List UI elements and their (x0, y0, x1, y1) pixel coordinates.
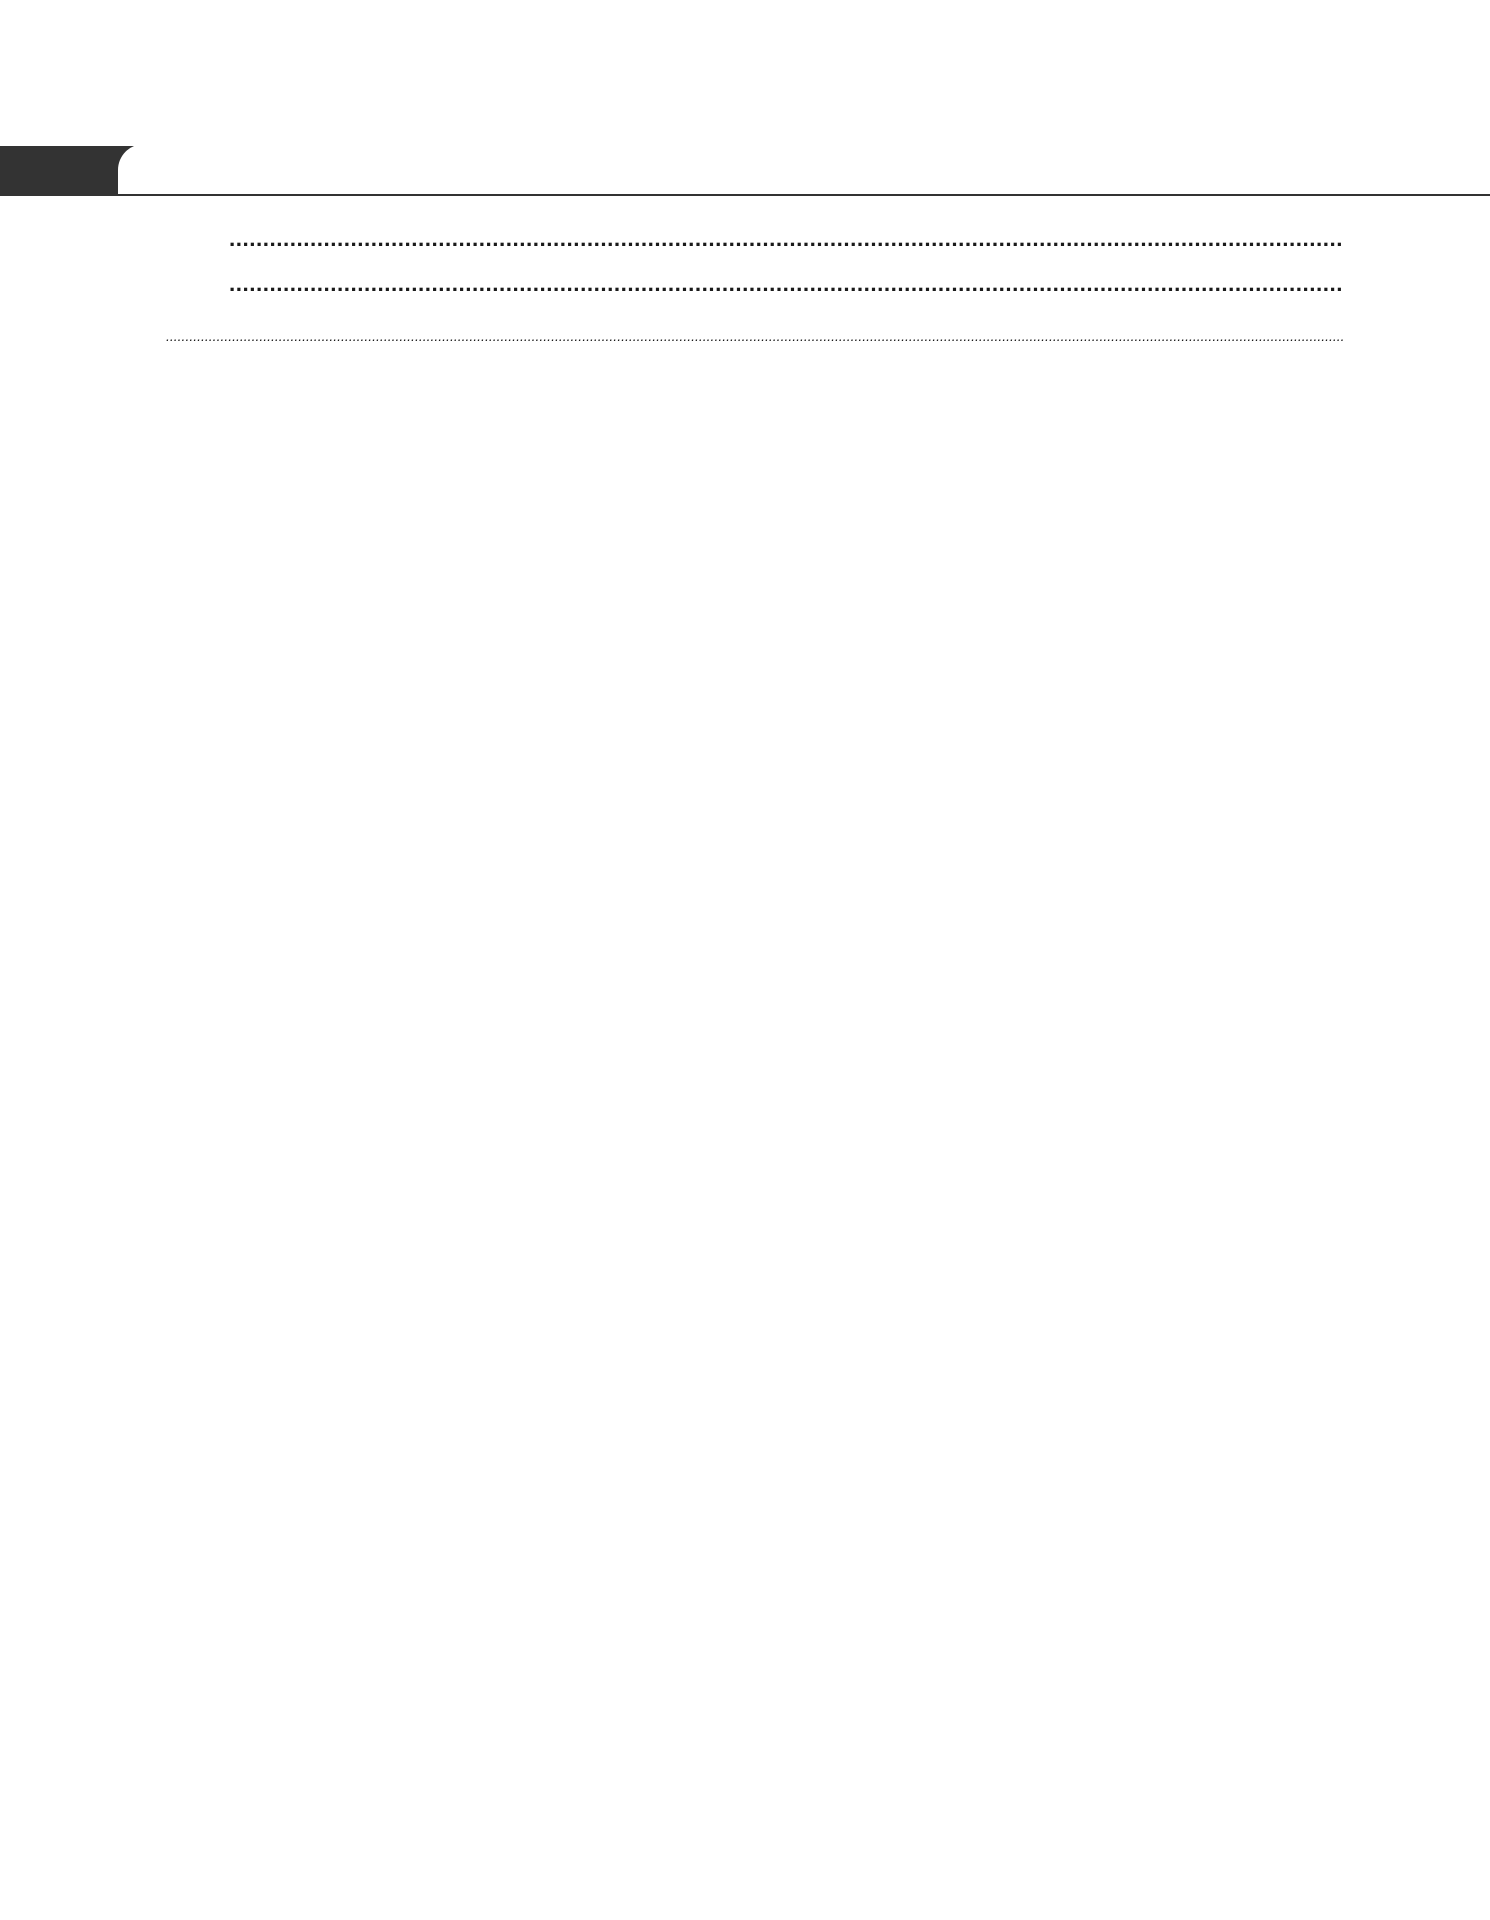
running-header (0, 144, 1490, 196)
dot-leader (166, 320, 1343, 353)
table-of-contents (0, 210, 1490, 353)
chapter-18-heading[interactable] (0, 267, 1490, 300)
chapter-17-heading[interactable] (0, 222, 1490, 255)
index-leader (166, 320, 1343, 353)
chapter-leader (229, 267, 1343, 300)
header-text (143, 154, 151, 184)
header-tab (118, 144, 1490, 196)
dot-leader (229, 222, 1343, 255)
chapter-leader (229, 222, 1343, 255)
index-entry[interactable] (0, 320, 1490, 353)
dot-leader (229, 267, 1343, 300)
